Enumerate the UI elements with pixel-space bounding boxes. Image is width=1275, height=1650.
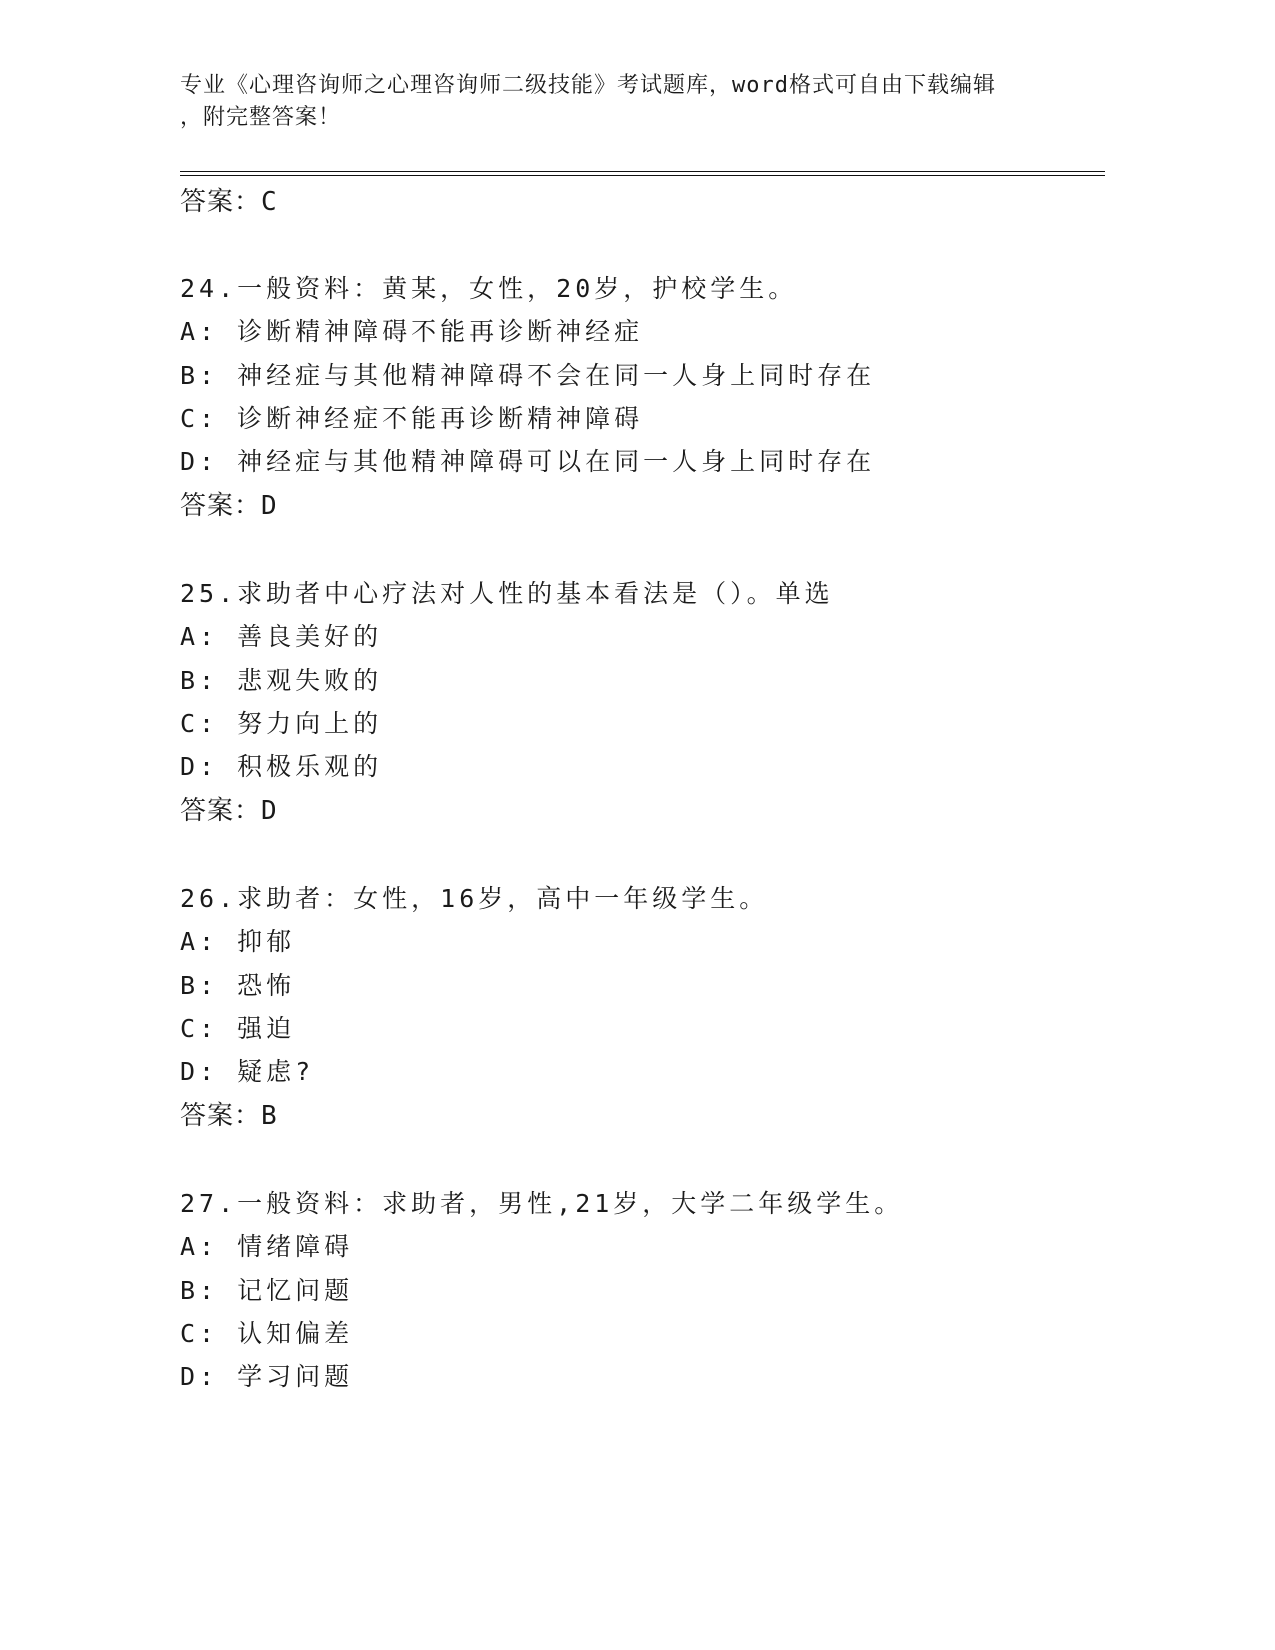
- question-option: D: 积极乐观的: [180, 752, 383, 781]
- answer-line: 答案：D: [180, 796, 278, 826]
- header-divider-bottom: [180, 175, 1105, 176]
- answer-line: 答案：C: [180, 187, 278, 217]
- question-option: A: 善良美好的: [180, 622, 383, 651]
- header-line-2: ，附完整答案！: [180, 105, 342, 130]
- question-option: D: 疑虑?: [180, 1057, 315, 1086]
- question-option: D: 神经症与其他精神障碍可以在同一人身上同时存在: [180, 447, 876, 476]
- document-header: [180, 70, 1060, 134]
- question-option: D: 学习问题: [180, 1362, 354, 1391]
- question-option: A: 情绪障碍: [180, 1232, 354, 1261]
- question-option: C: 努力向上的: [180, 709, 383, 738]
- question-option: A: 抑郁: [180, 927, 296, 956]
- header-line-1: 专业《心理咨询师之心理咨询师二级技能》考试题库，word格式可自由下载编辑: [180, 73, 996, 98]
- question-option: C: 认知偏差: [180, 1319, 354, 1348]
- question-option: B: 记忆问题: [180, 1276, 354, 1305]
- header-divider-top: [180, 171, 1105, 172]
- answer-line: 答案：D: [180, 491, 278, 521]
- question-stem: 26.求助者：女性，16岁，高中一年级学生。: [180, 884, 769, 913]
- question-option: C: 诊断神经症不能再诊断精神障碍: [180, 404, 644, 433]
- question-stem: 24.一般资料：黄某，女性，20岁，护校学生。: [180, 274, 798, 303]
- question-option: B: 神经症与其他精神障碍不会在同一人身上同时存在: [180, 361, 876, 390]
- question-option: B: 恐怖: [180, 971, 296, 1000]
- question-option: A: 诊断精神障碍不能再诊断神经症: [180, 317, 644, 346]
- answer-line: 答案：B: [180, 1101, 278, 1131]
- question-stem: 25.求助者中心疗法对人性的基本看法是（）。单选: [180, 579, 834, 608]
- question-option: B: 悲观失败的: [180, 666, 383, 695]
- question-option: C: 强迫: [180, 1014, 296, 1043]
- question-stem: 27.一般资料：求助者，男性,21岁，大学二年级学生。: [180, 1189, 904, 1218]
